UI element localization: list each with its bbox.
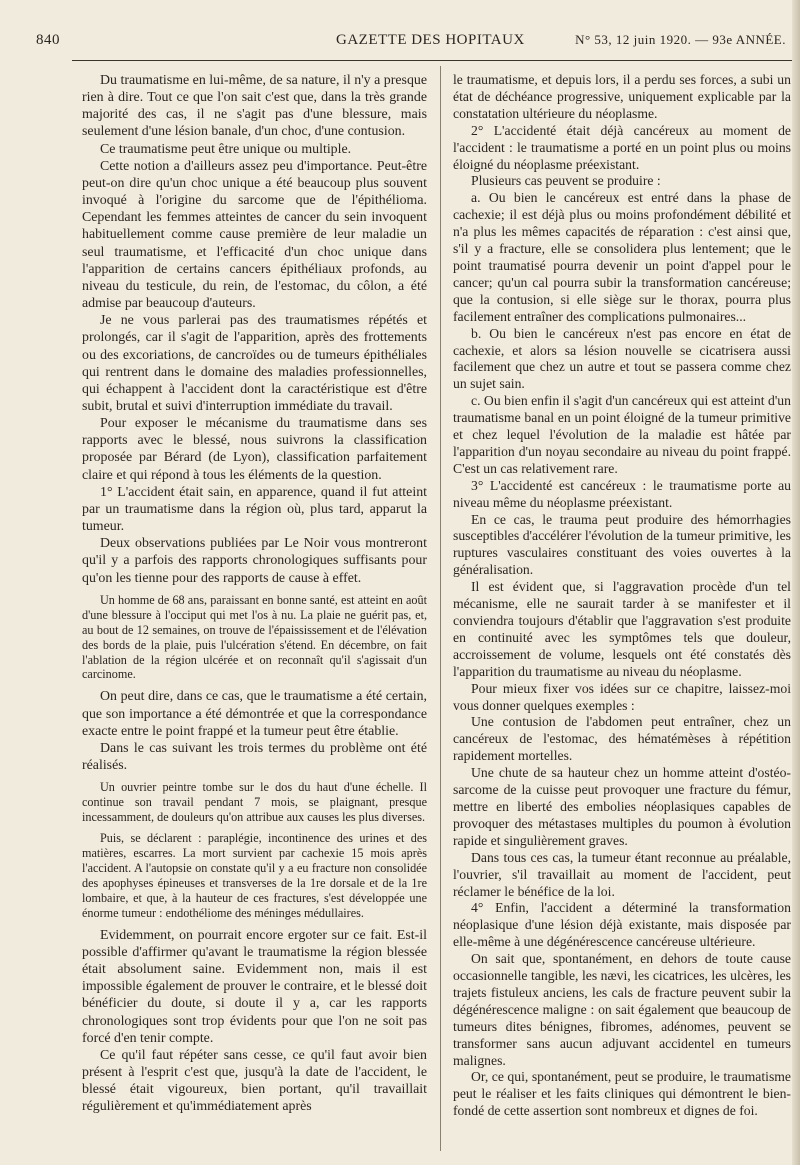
paragraph: 1° L'accident était sain, en apparence, quand il fut atteint par un traumatisme dans la région où, plus tard, apparut la tumeur. bbox=[82, 484, 427, 535]
page-number: 840 bbox=[36, 32, 60, 48]
paragraph: Pour mieux fixer vos idées sur ce chapitre, laissez-moi vous donner quelques exemples : bbox=[453, 680, 791, 713]
paragraph: Je ne vous parlerai pas des traumatismes répétés et prolongés, car il s'agit de l'apparition, après des frottements ou des excoriations, de cancroïdes ou de tumeurs épithéliales qui rentrent dans le domaine des maladies professionnelles, qui échappent à l'accident dont la caractéristique est d'être subit, brutal et suivi d'interruption immédiate du travail. bbox=[82, 313, 427, 414]
journal-title: GAZETTE DES HOPITAUX bbox=[336, 32, 525, 48]
paragraph: a. Ou bien le cancéreux est entré dans la phase de cachexie; il est déjà plus ou moins profondément débilité et n'a plus les mêmes capacités de réparation : c'est ainsi que, s'il y a fracture, elle se consolidera plus lentement; que le point traumatisé pourra devenir un point d'appel pour le cancer; qu'un cal pourra subir la transformation cancéreuse; que la contusion, si elle siège sur le thorax, pourra plus facilement entraîner des complications pulmonaires... bbox=[453, 190, 791, 324]
paragraph: Plusieurs cas peuvent se produire : bbox=[471, 173, 661, 189]
paragraph: Du traumatisme en lui-même, de sa nature, il n'y a presque rien à dire. Tout ce que l'on sait c'est que, dans la très grande majorité des cas, il ne s'agit pas d'une blessure, mais seulement d'une lésion banale, d'un choc, d'une contusion. bbox=[82, 73, 427, 140]
paragraph: Puis, se déclarent : paraplégie, incontinence des urines et des matières, escarres. La mort survient par cachexie 15 mois après l'accident. A l'autopsie on constate qu'il y a eu fracture non consolidée des apophyses épineuses et transverses de la 1re dorsale et de la 1re lombaire, et que, à la hauteur de ces fractures, s'est développée une énorme tumeur : endothéliome des méninges médullaires. bbox=[82, 831, 427, 920]
right-column bbox=[453, 72, 791, 1120]
paragraph: 4° Enfin, l'accident a déterminé la transformation néoplasique d'une lésion déjà existante, mais disposée par elle-même à une dégénérescence cancéreuse ultérieure. bbox=[453, 900, 791, 950]
paragraph: Dans tous ces cas, la tumeur étant reconnue au préalable, l'ouvrier, s'il travaillait au moment de l'accident, peut réclamer le bénéfice de la loi. bbox=[453, 849, 791, 899]
header-rule bbox=[72, 60, 792, 61]
paragraph: 3° L'accidenté est cancéreux : le traumatisme porte au niveau même du néoplasme préexistant. bbox=[453, 477, 791, 510]
paragraph: Il est évident que, si l'aggravation procède d'un tel mécanisme, elle ne saurait tarder à se manifester et il conviendra toujours d'établir que l'aggravation s'est produite en continuité avec les symptômes tels que douleur, accroissement de volume, lesquels ont été constatés dès l'apparition du traumatisme au niveau du néoplasme. bbox=[453, 579, 791, 679]
paragraph: Ce qu'il faut répéter sans cesse, ce qu'il faut avoir bien présent à l'esprit c'est que, jusqu'à la date de l'accident, le blessé était vigoureux, bien portant, qu'il travaillait régulièrement et qu'immédiatement après bbox=[82, 1047, 427, 1115]
paragraph: On peut dire, dans ce cas, que le traumatisme a été certain, que son importance a été démontrée et que la correspondance exacte entre le point frappé et la tumeur peut être établie. bbox=[82, 689, 427, 739]
paragraph: le traumatisme, et depuis lors, il a perdu ses forces, a subi un état de déchéance progressive, uniquement explicable par la constatation ultérieure du néoplasme. bbox=[453, 72, 791, 121]
left-column bbox=[82, 72, 427, 1115]
paragraph: Ce traumatisme peut être unique ou multiple. bbox=[100, 141, 352, 157]
paragraph: Un ouvrier peintre tombe sur le dos du haut d'une échelle. Il continue son travail pendant 7 mois, se plaignant, presque incessamment, de douleurs qu'on attribue aux causes les plus diverses. bbox=[82, 780, 427, 825]
page-edge-shadow bbox=[792, 0, 800, 1165]
paragraph: c. Ou bien enfin il s'agit d'un cancéreux qui est atteint d'un traumatisme banal en un point éloigné de la tumeur primitive et chez lequel l'évolution de la maladie est hâtée par l'apparition d'un noyau secondaire au niveau du point frappé. C'est un cas relativement rare. bbox=[453, 393, 791, 476]
paragraph: Evidemment, on pourrait encore ergoter sur ce fait. Est-il possible d'affirmer qu'avant le traumatisme la région blessée était absolument saine. Evidemment non, mais il est impossible également de prouver le contraire, et le blessé doit bénéficier du doute, si doute il y a, car les rapports chronologiques sont trop évidents pour que l'on ne soit pas forcé d'en tenir compte. bbox=[82, 927, 427, 1046]
paragraph: Un homme de 68 ans, paraissant en bonne santé, est atteint en août d'une blessure à l'occiput qui met l'os à nu. La plaie ne guérit pas, et, au bout de 12 semaines, on trouve de l'épaississement et de l'élévation des bords de la plaie, puis l'ulcération s'étend. En décembre, on fait l'ablation de la région ulcérée et on reconnaît qu'il s'agissait d'un carcinome. bbox=[82, 592, 427, 682]
page-header bbox=[36, 30, 786, 56]
paragraph: Une chute de sa hauteur chez un homme atteint d'ostéo-sarcome de la cuisse peut provoquer une fracture du fémur, mettre en liberté des embolies néoplasiques capables de provoquer des métastases multiples du poumon à évolution rapide et singulièrement graves. bbox=[453, 765, 791, 848]
paragraph: Pour exposer le mécanisme du traumatisme dans ses rapports avec le blessé, nous suivrons la classification proposée par Bérard (de Lyon), classification parfaitement claire et qui répond à tous les éléments de la question. bbox=[82, 416, 427, 483]
paragraph: Or, ce qui, spontanément, peut se produire, le traumatisme peut le réaliser et les faits cliniques qui démontrent le bien-fondé de cette assertion sont nombreux et dignes de foi. bbox=[453, 1069, 791, 1119]
paragraph: On sait que, spontanément, en dehors de toute cause occasionnelle tangible, les nævi, les cicatrices, les ulcères, les trajets fistuleux anciens, les cals de fracture peuvent subir la dégénérescence maligne : on sait également que beaucoup de tumeurs dites bénignes, fibromes, adénomes, peuvent se transformer sans aucun adjuvant accidentel en tumeurs malignes. bbox=[453, 951, 791, 1068]
paragraph: 2° L'accidenté était déjà cancéreux au moment de l'accident : le traumatisme a porté en un point plus ou moins éloigné du néoplasme préexistant. bbox=[453, 122, 791, 172]
paragraph: Dans le cas suivant les trois termes du problème ont été réalisés. bbox=[82, 740, 427, 774]
paragraph: Deux observations publiées par Le Noir vous montreront qu'il y a parfois des rapports chronologiques suffisants pour qu'on les tienne pour des rapports de cause à effet. bbox=[82, 536, 427, 586]
paragraph: Cette notion a d'ailleurs assez peu d'importance. Peut-être peut-on dire qu'un choc unique a été beaucoup plus souvent invoqué à l'origine du sarcome que de l'épithélioma. Cependant les femmes atteintes de cancer du sein invoquent habituellement comme cause première de leur maladie un seul traumatisme, et l'efficacité d'un choc unique dans l'apparition de certains cancers épithéliaux profonds, au niveau du testicule, du rein, de l'estomac, du côlon, a été admise par beaucoup d'auteurs. bbox=[82, 158, 427, 312]
paragraph: Une contusion de l'abdomen peut entraîner, chez un cancéreux de l'estomac, des hématémèses à répétition rapidement mortelles. bbox=[453, 714, 791, 764]
paragraph: b. Ou bien le cancéreux n'est pas encore en état de cachexie, et alors sa lésion nouvelle se cicatrisera aussi facilement que chez un autre et tout se passera comme chez un sujet sain. bbox=[453, 325, 791, 392]
issue-info: N° 53, 12 juin 1920. — 93e ANNÉE. bbox=[575, 32, 786, 47]
column-divider bbox=[440, 66, 441, 1151]
paragraph: En ce cas, le trauma peut produire des hémorrhagies susceptibles d'accélérer l'évolution de la tumeur primitive, les ruptures vasculaires constituant des voies ouvertes à la généralisation. bbox=[453, 511, 791, 578]
